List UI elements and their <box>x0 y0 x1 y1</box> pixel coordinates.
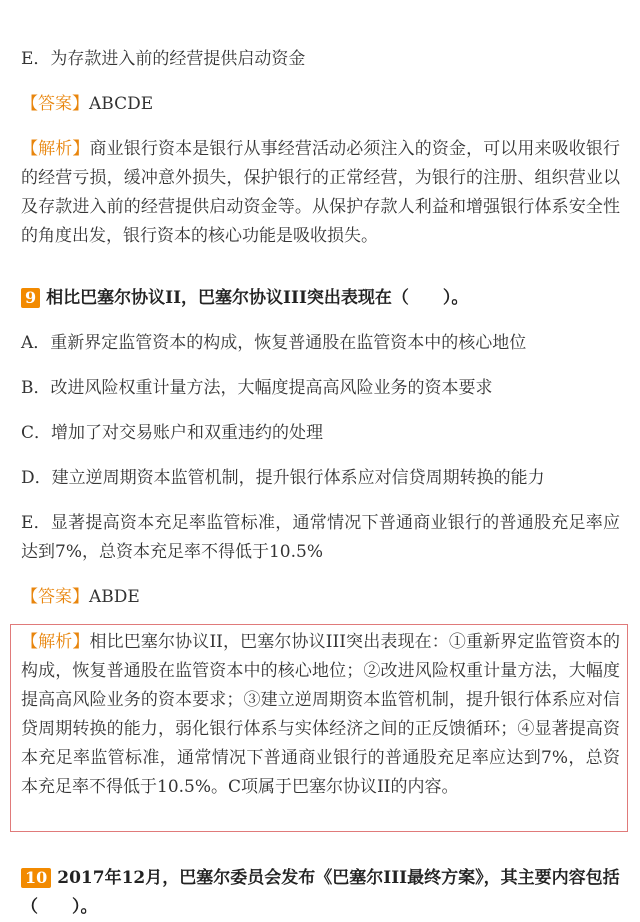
question-stem: 2017年12月，巴塞尔委员会发布《巴塞尔III最终方案》，其主要内容包括（ ）。 <box>21 868 620 917</box>
q9-analysis <box>21 628 620 802</box>
q9-option-e: E．显著提高资本充足率监管标准，通常情况下普通商业银行的普通股充足率应达到7%，总资本充足率不得低于10.5% <box>21 513 620 562</box>
answer-label: 【答案】 <box>21 587 89 607</box>
q9-title <box>21 284 620 313</box>
analysis-text: 商业银行资本是银行从事经营活动必须注入的资金，可以用来吸收银行的经营亏损，缓冲意外损失，保护银行的正常经营，为银行的注册、组织营业以及存款进入前的经营提供启动资金等。从保护存款人利益和增强银行体系安全性的角度出发，银行资本的核心功能是吸收损失。 <box>21 139 621 246</box>
q10-title <box>21 864 620 922</box>
q8-option-e: E．为存款进入前的经营提供启动资金 <box>21 49 306 69</box>
analysis-label: 【解析】 <box>21 139 90 159</box>
q9-answer <box>21 583 620 612</box>
q9-option-d: D．建立逆周期资本监管机制，提升银行体系应对信贷周期转换的能力 <box>21 468 545 488</box>
q9-option-b: B．改进风险权重计量方法，大幅度提高高风险业务的资本要求 <box>21 378 493 398</box>
question-stem: 相比巴塞尔协议II，巴塞尔协议III突出表现在（ ）。 <box>46 288 469 308</box>
question-number-badge: 10 <box>21 868 51 888</box>
q8-analysis <box>21 135 620 251</box>
q8-answer <box>21 90 620 119</box>
q9-option-a: A．重新界定监管资本的构成，恢复普通股在监管资本中的核心地位 <box>21 333 527 353</box>
q9-option-c: C．增加了对交易账户和双重违约的处理 <box>21 423 324 443</box>
answer-value: ABCDE <box>89 94 154 114</box>
answer-label: 【答案】 <box>21 94 89 114</box>
question-number-badge: 9 <box>21 288 40 308</box>
analysis-text: 相比巴塞尔协议II，巴塞尔协议III突出表现在：①重新界定监管资本的构成，恢复普通股在监管资本中的核心地位；②改进风险权重计量方法，大幅度提高高风险业务的资本要求；③建立逆周期资本监管机制，提升银行体系应对信贷周期转换的能力，弱化银行体系与实体经济之间的正反馈循环；④显著提高资本充足率监管标准，通常情况下普通商业银行的普通股充足率应达到7%，总资本充足率不得低于10.5%。C项属于巴塞尔协议II的内容。 <box>21 632 621 797</box>
analysis-label: 【解析】 <box>21 632 90 652</box>
answer-value: ABDE <box>89 587 140 607</box>
